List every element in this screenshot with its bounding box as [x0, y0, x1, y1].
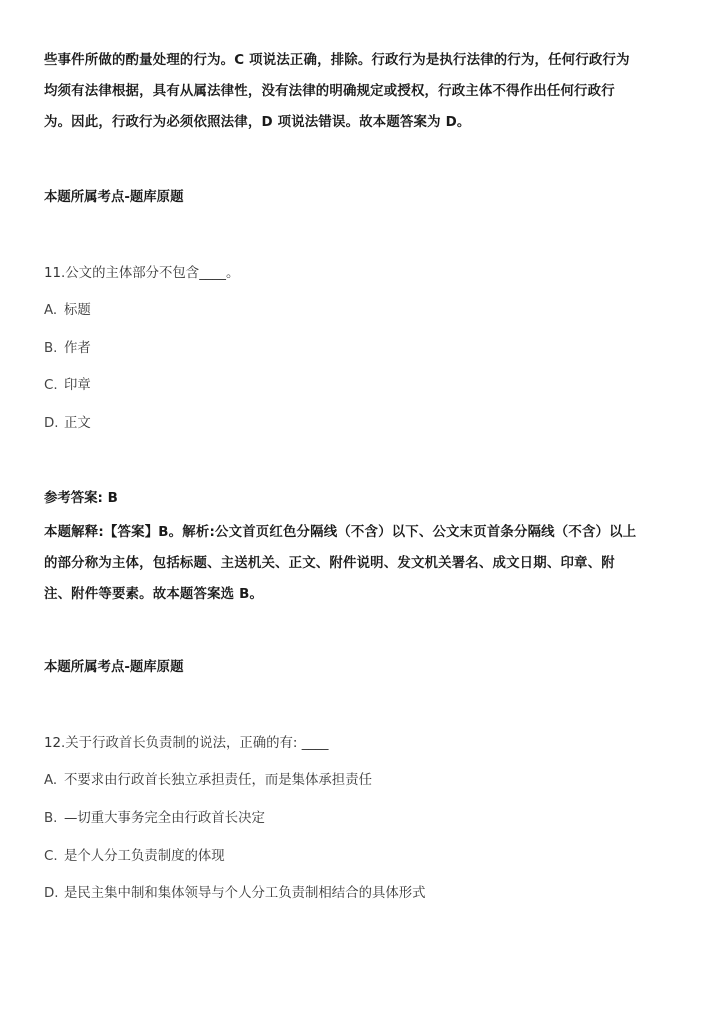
source-label: 本题所属考点-题库原题 [44, 660, 184, 675]
q12-option-b [44, 807, 265, 826]
q11-option-a [44, 299, 91, 318]
q11-option-c [44, 374, 91, 393]
q11-option-b [44, 337, 91, 356]
option-letter: A. [44, 773, 58, 788]
option-letter: B. [44, 811, 58, 826]
option-text: 标题 [64, 303, 91, 318]
intro-line: 均须有法律根据，具有从属法律性，没有法律的明确规定或授权，行政主体不得作出任何行政行 [44, 84, 615, 99]
option-letter: B. [44, 341, 58, 356]
option-letter: D. [44, 416, 59, 431]
option-text: 是民主集中制和集体领导与个人分工负责制相结合的具体形式 [64, 886, 426, 901]
explanation-line: 的部分称为主体，包括标题、主送机关、正文、附件说明、发文机关署名、成文日期、印章、附 [44, 556, 615, 571]
option-letter: A. [44, 303, 58, 318]
q11-option-d [44, 412, 91, 431]
option-text: —切重大事务完全由行政首长决定 [64, 811, 265, 826]
answer-label: 参考答案: B [44, 491, 118, 506]
option-text: 不要求由行政首长独立承担责任，而是集体承担责任 [64, 773, 372, 788]
intro-line: 些事件所做的酌量处理的行为。C 项说法正确，排除。行政行为是执行法律的行为，任何行政行为 [44, 53, 630, 68]
explanation-line: 本题解释:【答案】B。解析:公文首页红色分隔线（不含）以下、公文末页首条分隔线（不含）以上 [44, 525, 637, 540]
option-text: 是个人分工负责制度的体现 [64, 849, 225, 864]
q12-option-a [44, 769, 372, 788]
question-11-text: 11.公文的主体部分不包含____。 [44, 266, 240, 281]
q12-option-c [44, 845, 225, 864]
intro-line: 为。因此，行政行为必须依照法律，D 项说法错误。故本题答案为 D。 [44, 115, 471, 130]
source-label: 本题所属考点-题库原题 [44, 190, 184, 205]
option-text: 正文 [64, 416, 91, 431]
option-letter: D. [44, 886, 59, 901]
option-text: 作者 [64, 341, 91, 356]
intro-paragraph [44, 45, 684, 138]
option-letter: C. [44, 849, 58, 864]
question-12-text: 12.关于行政首长负责制的说法，正确的有: ____ [44, 736, 329, 751]
q12-option-d [44, 882, 426, 901]
explanation-line: 注、附件等要素。故本题答案选 B。 [44, 587, 264, 602]
explanation-paragraph [44, 517, 684, 610]
option-letter: C. [44, 378, 58, 393]
option-text: 印章 [64, 378, 91, 393]
